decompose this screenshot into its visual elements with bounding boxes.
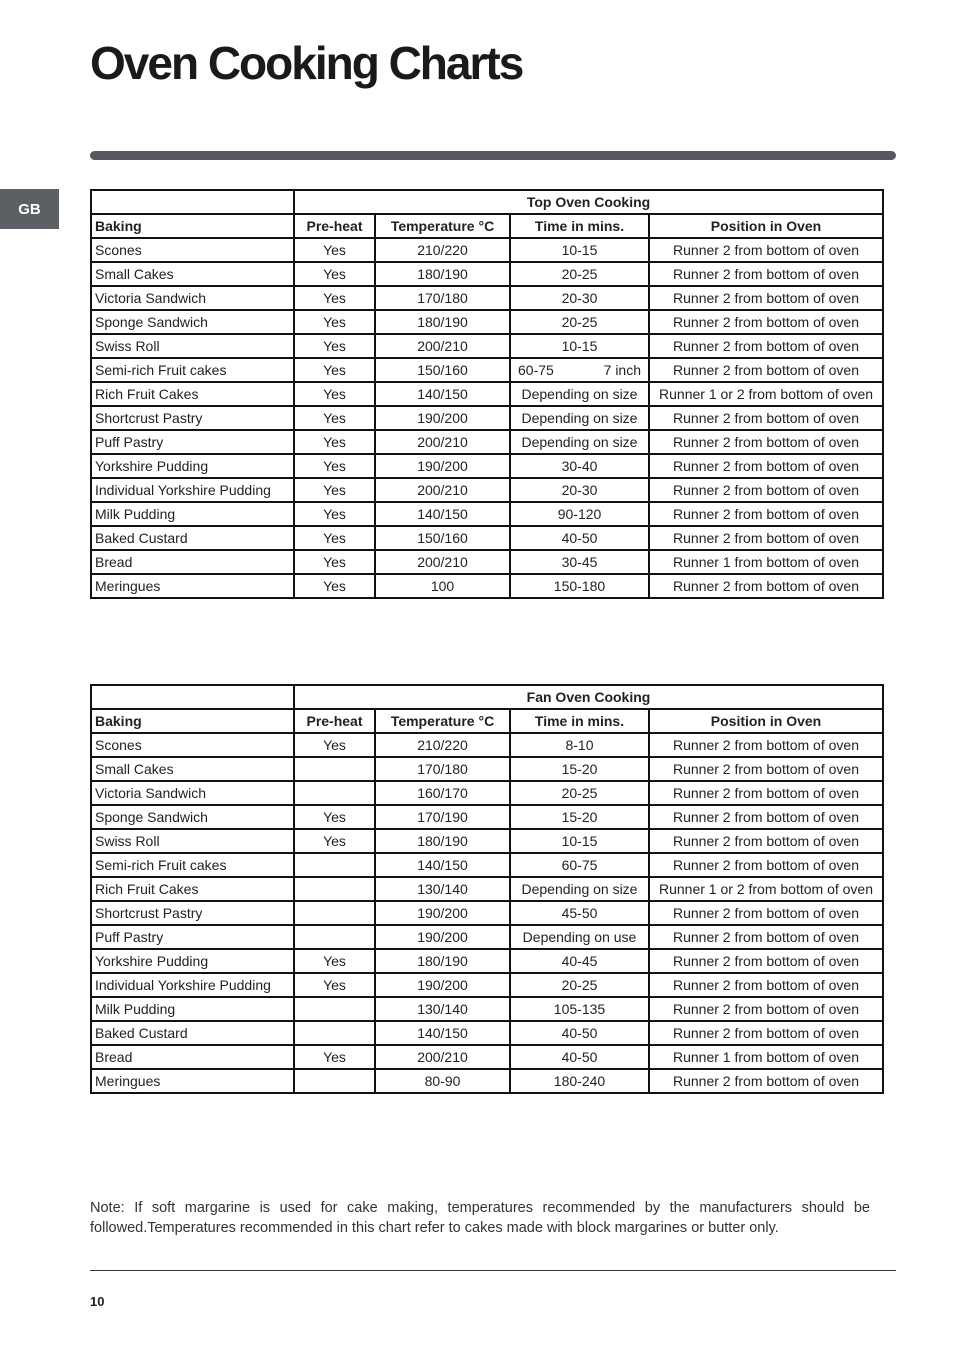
- footnote: Note: If soft margarine is used for cake making, temperatures recommended by the manufacturers should be followed.Temperatures recommended in this chart refer to cakes made with block margarines or butter only.: [90, 1200, 870, 1236]
- cell-position: Runner 2 from bottom of oven: [649, 478, 883, 502]
- cell-temperature: 210/220: [375, 238, 510, 262]
- cell-temperature: 180/190: [375, 310, 510, 334]
- cell-time: 8-10: [510, 733, 649, 757]
- cell-baking: Individual Yorkshire Pudding: [91, 478, 294, 502]
- cell-temperature: 170/180: [375, 757, 510, 781]
- cell-position: Runner 2 from bottom of oven: [649, 829, 883, 853]
- cell-temperature: 140/150: [375, 1021, 510, 1045]
- table-row: [91, 454, 883, 478]
- cell-temperature: 140/150: [375, 853, 510, 877]
- cell-temperature: 190/200: [375, 925, 510, 949]
- table-row: [91, 805, 883, 829]
- cell-position: Runner 2 from bottom of oven: [649, 262, 883, 286]
- header-position: Position in Oven: [649, 709, 883, 733]
- page-title: Oven Cooking Charts: [90, 37, 523, 89]
- table-title-row: [91, 685, 883, 709]
- cell-position: Runner 1 or 2 from bottom of oven: [649, 382, 883, 406]
- cell-preheat: Yes: [294, 382, 375, 406]
- cell-preheat: [294, 1069, 375, 1093]
- header-temperature: Temperature °C: [375, 214, 510, 238]
- table-row: [91, 853, 883, 877]
- cell-preheat: Yes: [294, 502, 375, 526]
- header-baking: Baking: [91, 214, 294, 238]
- cell-baking: Victoria Sandwich: [91, 286, 294, 310]
- table-row: [91, 757, 883, 781]
- cell-time: 10-15: [510, 334, 649, 358]
- header-baking: Baking: [91, 709, 294, 733]
- cell-time: 30-40: [510, 454, 649, 478]
- time-value: 60-75: [518, 362, 554, 378]
- cell-baking: Baked Custard: [91, 526, 294, 550]
- cell-temperature: 200/210: [375, 478, 510, 502]
- cell-position: Runner 2 from bottom of oven: [649, 781, 883, 805]
- cell-baking: Bread: [91, 550, 294, 574]
- cell-position: Runner 2 from bottom of oven: [649, 358, 883, 382]
- cell-baking: Rich Fruit Cakes: [91, 382, 294, 406]
- cell-baking: Rich Fruit Cakes: [91, 877, 294, 901]
- table-row: [91, 502, 883, 526]
- cell-position: Runner 2 from bottom of oven: [649, 757, 883, 781]
- cell-time: 20-25: [510, 973, 649, 997]
- cell-position: Runner 2 from bottom of oven: [649, 973, 883, 997]
- cell-temperature: 190/200: [375, 454, 510, 478]
- table-row: [91, 949, 883, 973]
- column-header-row: [91, 214, 883, 238]
- cell-time: 40-50: [510, 1021, 649, 1045]
- cell-temperature: 130/140: [375, 997, 510, 1021]
- cell-baking: Puff Pastry: [91, 925, 294, 949]
- table-row: [91, 1045, 883, 1069]
- cell-baking: Bread: [91, 1045, 294, 1069]
- cell-temperature: 200/210: [375, 550, 510, 574]
- cell-time: 15-20: [510, 805, 649, 829]
- table-row: [91, 574, 883, 598]
- cell-baking: Shortcrust Pastry: [91, 406, 294, 430]
- cell-baking: Shortcrust Pastry: [91, 901, 294, 925]
- cell-temperature: 210/220: [375, 733, 510, 757]
- table-row: [91, 526, 883, 550]
- cell-position: Runner 2 from bottom of oven: [649, 406, 883, 430]
- cell-preheat: [294, 901, 375, 925]
- cell-preheat: [294, 925, 375, 949]
- footer-divider: [90, 1270, 896, 1271]
- cell-position: Runner 2 from bottom of oven: [649, 805, 883, 829]
- cell-temperature: 170/180: [375, 286, 510, 310]
- table-row: [91, 262, 883, 286]
- table-row: [91, 925, 883, 949]
- cell-position: Runner 2 from bottom of oven: [649, 454, 883, 478]
- table-row: [91, 478, 883, 502]
- cell-position: Runner 2 from bottom of oven: [649, 1069, 883, 1093]
- cell-preheat: Yes: [294, 949, 375, 973]
- cell-preheat: [294, 1021, 375, 1045]
- table-row: [91, 238, 883, 262]
- header-preheat: Pre-heat: [294, 214, 375, 238]
- cell-position: Runner 1 from bottom of oven: [649, 550, 883, 574]
- cell-preheat: Yes: [294, 406, 375, 430]
- cell-position: Runner 2 from bottom of oven: [649, 733, 883, 757]
- cell-baking: Victoria Sandwich: [91, 781, 294, 805]
- cell-preheat: [294, 757, 375, 781]
- cell-preheat: Yes: [294, 358, 375, 382]
- cell-baking: Semi-rich Fruit cakes: [91, 853, 294, 877]
- cell-time: 150-180: [510, 574, 649, 598]
- cell-preheat: Yes: [294, 574, 375, 598]
- table-row: [91, 781, 883, 805]
- blank-header-cell: [91, 190, 294, 214]
- cell-preheat: Yes: [294, 430, 375, 454]
- cell-baking: Small Cakes: [91, 262, 294, 286]
- cell-preheat: [294, 877, 375, 901]
- cell-time: 180-240: [510, 1069, 649, 1093]
- table-title-row: [91, 190, 883, 214]
- table-row: [91, 430, 883, 454]
- blank-header-cell: [91, 685, 294, 709]
- table-row: [91, 733, 883, 757]
- cell-time: 30-45: [510, 550, 649, 574]
- cell-time: 15-20: [510, 757, 649, 781]
- cell-position: Runner 2 from bottom of oven: [649, 901, 883, 925]
- cell-time: 20-30: [510, 478, 649, 502]
- cell-time: 20-30: [510, 286, 649, 310]
- cell-preheat: Yes: [294, 973, 375, 997]
- cell-position: Runner 2 from bottom of oven: [649, 526, 883, 550]
- cell-baking: Semi-rich Fruit cakes: [91, 358, 294, 382]
- table-row: [91, 550, 883, 574]
- cell-temperature: 180/190: [375, 949, 510, 973]
- cell-time: 20-25: [510, 262, 649, 286]
- cell-temperature: 100: [375, 574, 510, 598]
- cell-baking: Sponge Sandwich: [91, 310, 294, 334]
- cell-preheat: Yes: [294, 829, 375, 853]
- cell-temperature: 200/210: [375, 1045, 510, 1069]
- cell-position: Runner 2 from bottom of oven: [649, 1021, 883, 1045]
- cell-baking: Baked Custard: [91, 1021, 294, 1045]
- header-position: Position in Oven: [649, 214, 883, 238]
- cell-time: Depending on use: [510, 925, 649, 949]
- cell-temperature: 190/200: [375, 973, 510, 997]
- table-row: [91, 901, 883, 925]
- cell-time: 40-50: [510, 1045, 649, 1069]
- cell-preheat: [294, 997, 375, 1021]
- cell-position: Runner 2 from bottom of oven: [649, 334, 883, 358]
- cell-preheat: Yes: [294, 334, 375, 358]
- cell-time: Depending on size: [510, 382, 649, 406]
- cell-baking: Milk Pudding: [91, 502, 294, 526]
- cell-temperature: 200/210: [375, 430, 510, 454]
- cell-temperature: 80-90: [375, 1069, 510, 1093]
- cell-position: Runner 2 from bottom of oven: [649, 925, 883, 949]
- table-row: [91, 310, 883, 334]
- cell-baking: Meringues: [91, 574, 294, 598]
- cell-preheat: Yes: [294, 286, 375, 310]
- page-number: 10: [90, 1294, 105, 1309]
- cell-baking: Meringues: [91, 1069, 294, 1093]
- cell-temperature: 200/210: [375, 334, 510, 358]
- table-row: [91, 406, 883, 430]
- top-oven-table: [90, 189, 884, 599]
- cell-preheat: [294, 781, 375, 805]
- table-row: [91, 829, 883, 853]
- table-row: [91, 358, 883, 382]
- cell-temperature: 160/170: [375, 781, 510, 805]
- title-divider: [90, 151, 896, 160]
- header-temperature: Temperature °C: [375, 709, 510, 733]
- cell-position: Runner 2 from bottom of oven: [649, 430, 883, 454]
- cell-time: [510, 358, 649, 382]
- header-time: Time in mins.: [510, 214, 649, 238]
- table-title: Top Oven Cooking: [294, 190, 883, 214]
- cell-time: 40-50: [510, 526, 649, 550]
- cell-time: 40-45: [510, 949, 649, 973]
- cell-temperature: 140/150: [375, 502, 510, 526]
- cell-time: 10-15: [510, 238, 649, 262]
- table-title: Fan Oven Cooking: [294, 685, 883, 709]
- cell-time: Depending on size: [510, 877, 649, 901]
- cell-baking: Swiss Roll: [91, 334, 294, 358]
- cell-time: Depending on size: [510, 406, 649, 430]
- cell-baking: Scones: [91, 238, 294, 262]
- cell-temperature: 180/190: [375, 829, 510, 853]
- table-row: [91, 382, 883, 406]
- cell-position: Runner 1 or 2 from bottom of oven: [649, 877, 883, 901]
- table-row: [91, 973, 883, 997]
- fan-oven-table: [90, 684, 884, 1094]
- cell-temperature: 190/200: [375, 901, 510, 925]
- cell-preheat: Yes: [294, 526, 375, 550]
- cell-preheat: Yes: [294, 550, 375, 574]
- table-row: [91, 877, 883, 901]
- cell-preheat: Yes: [294, 478, 375, 502]
- cell-baking: Scones: [91, 733, 294, 757]
- cell-time: 90-120: [510, 502, 649, 526]
- cell-baking: Sponge Sandwich: [91, 805, 294, 829]
- cell-baking: Puff Pastry: [91, 430, 294, 454]
- table-row: [91, 286, 883, 310]
- column-header-row: [91, 709, 883, 733]
- cell-baking: Milk Pudding: [91, 997, 294, 1021]
- header-time: Time in mins.: [510, 709, 649, 733]
- cell-position: Runner 2 from bottom of oven: [649, 997, 883, 1021]
- cell-time: 105-135: [510, 997, 649, 1021]
- cell-baking: Yorkshire Pudding: [91, 949, 294, 973]
- cell-preheat: Yes: [294, 238, 375, 262]
- cell-temperature: 140/150: [375, 382, 510, 406]
- cell-temperature: 150/160: [375, 526, 510, 550]
- cell-position: Runner 2 from bottom of oven: [649, 286, 883, 310]
- time-note: 7 inch: [603, 362, 641, 378]
- cell-time: Depending on size: [510, 430, 649, 454]
- cell-baking: Small Cakes: [91, 757, 294, 781]
- cell-preheat: Yes: [294, 262, 375, 286]
- cell-temperature: 170/190: [375, 805, 510, 829]
- cell-time: 20-25: [510, 781, 649, 805]
- cell-temperature: 130/140: [375, 877, 510, 901]
- cell-position: Runner 2 from bottom of oven: [649, 502, 883, 526]
- cell-baking: Swiss Roll: [91, 829, 294, 853]
- cell-temperature: 180/190: [375, 262, 510, 286]
- cell-position: Runner 2 from bottom of oven: [649, 853, 883, 877]
- cell-time: 45-50: [510, 901, 649, 925]
- cell-position: Runner 1 from bottom of oven: [649, 1045, 883, 1069]
- table-row: [91, 997, 883, 1021]
- cell-preheat: [294, 853, 375, 877]
- cell-preheat: Yes: [294, 733, 375, 757]
- cell-position: Runner 2 from bottom of oven: [649, 574, 883, 598]
- cell-time: 60-75: [510, 853, 649, 877]
- cell-position: Runner 2 from bottom of oven: [649, 238, 883, 262]
- table-row: [91, 1021, 883, 1045]
- cell-baking: Yorkshire Pudding: [91, 454, 294, 478]
- cell-position: Runner 2 from bottom of oven: [649, 949, 883, 973]
- cell-time: 10-15: [510, 829, 649, 853]
- cell-time: 20-25: [510, 310, 649, 334]
- cell-preheat: Yes: [294, 805, 375, 829]
- cell-temperature: 190/200: [375, 406, 510, 430]
- language-tab: GB: [0, 189, 59, 229]
- header-preheat: Pre-heat: [294, 709, 375, 733]
- cell-position: Runner 2 from bottom of oven: [649, 310, 883, 334]
- table-row: [91, 1069, 883, 1093]
- cell-preheat: Yes: [294, 454, 375, 478]
- cell-preheat: Yes: [294, 310, 375, 334]
- cell-baking: Individual Yorkshire Pudding: [91, 973, 294, 997]
- cell-preheat: Yes: [294, 1045, 375, 1069]
- cell-temperature: 150/160: [375, 358, 510, 382]
- table-row: [91, 334, 883, 358]
